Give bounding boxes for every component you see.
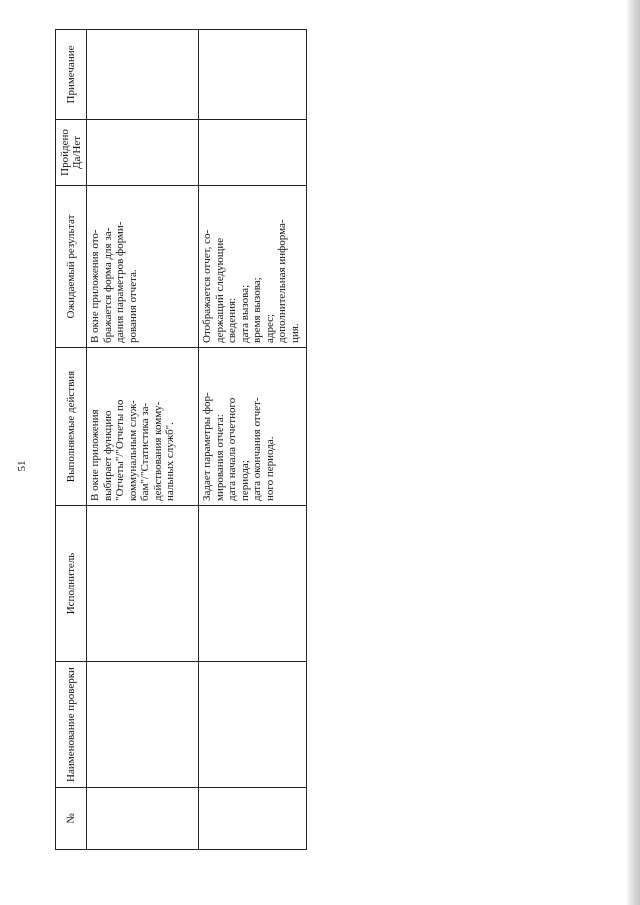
cell-num: [199, 788, 307, 850]
expected-line: ция.: [288, 323, 301, 343]
actions-line: периода;: [238, 460, 251, 501]
expected-line: В окне приложения ото-: [89, 229, 101, 343]
actions-line: выбирает функцию: [101, 410, 114, 501]
header-check-name: Наименование проверки: [56, 662, 87, 788]
header-passed: Пройдено Да/Нет: [56, 120, 87, 186]
cell-num: [87, 788, 199, 850]
header-num: №: [56, 788, 87, 850]
expected-line: дата вызова;: [238, 284, 251, 343]
cell-check-name: [87, 662, 199, 788]
cell-executor: [199, 506, 307, 662]
header-actions: Выполняемые действия: [56, 348, 87, 506]
expected-line: дополнительная информа-: [276, 219, 288, 343]
actions-line: дата начала отчетного: [226, 397, 238, 501]
table-row: [199, 30, 307, 850]
expected-line: дания параметров форми-: [114, 221, 126, 343]
expected-line: адрес;: [263, 313, 276, 343]
expected-line: время вызова;: [251, 277, 263, 343]
test-table: [55, 29, 307, 850]
actions-line: мирования отчета:: [213, 414, 226, 501]
header-expected-result: Ожидаемый результат: [56, 186, 87, 348]
actions-line: дата окончания отчет-: [251, 397, 263, 501]
actions-line: ного периода.: [263, 436, 276, 501]
cell-passed: [87, 120, 199, 186]
actions-line: "Отчеты"/"Отчеты по: [114, 399, 126, 501]
cell-note: [87, 30, 199, 120]
table-row: [87, 30, 199, 850]
cell-actions: [87, 348, 199, 506]
expected-line: Отображается отчет, со-: [201, 229, 213, 343]
actions-line: коммунальным служ-: [126, 400, 139, 501]
actions-line: бам"/"Статистика за-: [139, 402, 151, 501]
actions-line: В окне приложения: [89, 409, 101, 501]
test-table-rotated: [55, 30, 307, 850]
actions-line: Задает параметры фор-: [201, 392, 213, 501]
cell-expected-result: [199, 186, 307, 348]
cell-note: [199, 30, 307, 120]
table-header-row: [56, 30, 87, 850]
page-number: 51: [16, 460, 28, 472]
cell-actions: [199, 348, 307, 506]
scan-edge-shadow: [626, 0, 640, 905]
cell-executor: [87, 506, 199, 662]
cell-expected-result: [87, 186, 199, 348]
expected-line: бражается форма для за-: [101, 227, 114, 343]
expected-line: держащий следующие: [213, 237, 226, 343]
cell-check-name: [199, 662, 307, 788]
actions-line: действования комму-: [151, 401, 164, 501]
expected-line: рования отчета.: [126, 269, 139, 343]
header-note: Примечание: [56, 30, 87, 120]
actions-line: нальных служб".: [164, 422, 176, 501]
cell-passed: [199, 120, 307, 186]
header-executor: Исполнитель: [56, 506, 87, 662]
expected-line: сведения:: [226, 297, 238, 343]
